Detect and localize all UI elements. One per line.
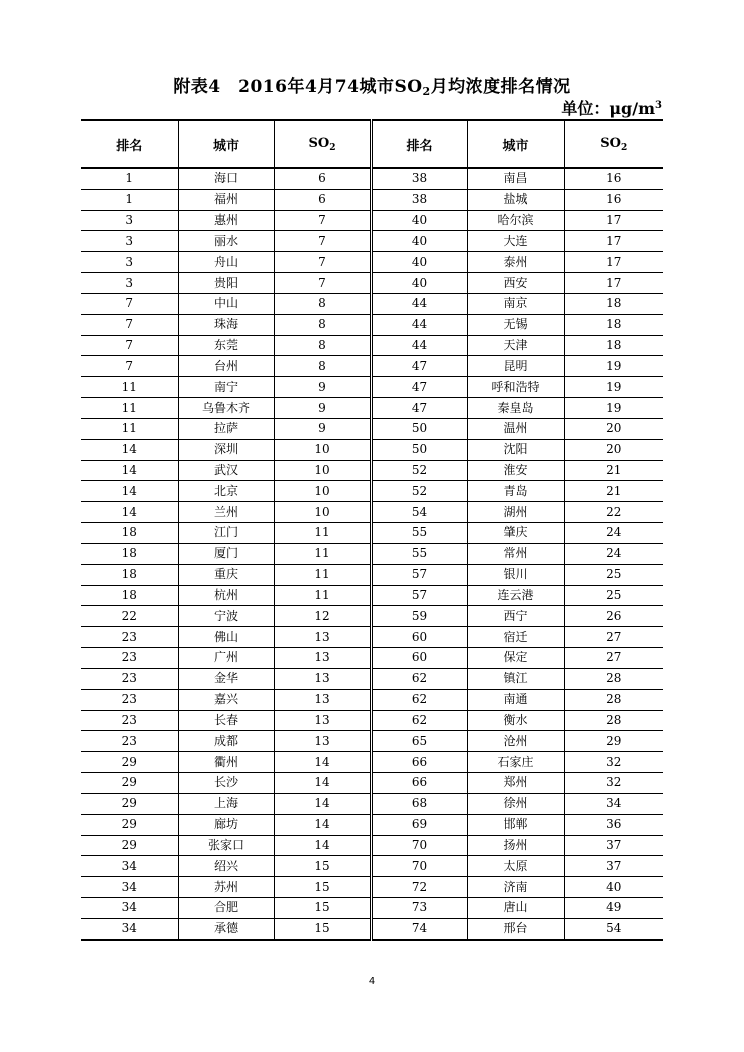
cell-city-right: 青岛: [467, 481, 564, 502]
cell-so2-right: 18: [564, 314, 663, 335]
table-row: [81, 168, 663, 189]
cell-city-right: 衡水: [467, 710, 564, 731]
cell-rank-right: 66: [371, 773, 467, 794]
cell-so2-right: 17: [564, 252, 663, 273]
cell-so2-right: 22: [564, 502, 663, 523]
cell-so2-left: 8: [274, 356, 371, 377]
cell-city-left: 中山: [178, 293, 274, 314]
cell-rank-left: 1: [81, 189, 178, 210]
cell-rank-right: 73: [371, 897, 467, 918]
cell-rank-right: 68: [371, 793, 467, 814]
cell-city-left: 长沙: [178, 773, 274, 794]
header-so2-base: SO: [600, 135, 621, 151]
cell-city-left: 舟山: [178, 252, 274, 273]
cell-so2-left: 9: [274, 418, 371, 439]
cell-city-left: 兰州: [178, 502, 274, 523]
unit-superscript: 3: [655, 100, 662, 111]
cell-city-left: 廊坊: [178, 814, 274, 835]
cell-rank-right: 40: [371, 273, 467, 294]
cell-so2-left: 7: [274, 273, 371, 294]
cell-rank-right: 38: [371, 168, 467, 189]
cell-rank-left: 23: [81, 648, 178, 669]
table-row: [81, 731, 663, 752]
cell-city-left: 惠州: [178, 210, 274, 231]
cell-so2-left: 13: [274, 731, 371, 752]
cell-rank-left: 14: [81, 460, 178, 481]
cell-so2-left: 15: [274, 877, 371, 898]
cell-rank-left: 11: [81, 418, 178, 439]
cell-so2-right: 20: [564, 418, 663, 439]
cell-so2-right: 16: [564, 189, 663, 210]
cell-so2-left: 10: [274, 481, 371, 502]
table-row: [81, 752, 663, 773]
cell-so2-left: 7: [274, 210, 371, 231]
cell-city-left: 苏州: [178, 877, 274, 898]
cell-city-right: 淮安: [467, 460, 564, 481]
cell-city-left: 贵阳: [178, 273, 274, 294]
cell-rank-left: 14: [81, 481, 178, 502]
cell-rank-left: 3: [81, 273, 178, 294]
cell-rank-left: 34: [81, 897, 178, 918]
cell-city-left: 乌鲁木齐: [178, 398, 274, 419]
cell-so2-right: 54: [564, 918, 663, 939]
table-row: [81, 710, 663, 731]
cell-city-right: 泰州: [467, 252, 564, 273]
cell-city-right: 秦皇岛: [467, 398, 564, 419]
cell-so2-right: 32: [564, 773, 663, 794]
cell-so2-left: 11: [274, 585, 371, 606]
cell-so2-left: 7: [274, 231, 371, 252]
cell-so2-right: 28: [564, 689, 663, 710]
cell-city-right: 天津: [467, 335, 564, 356]
cell-rank-right: 50: [371, 439, 467, 460]
cell-rank-left: 29: [81, 773, 178, 794]
cell-so2-right: 24: [564, 523, 663, 544]
cell-rank-right: 70: [371, 835, 467, 856]
cell-so2-left: 11: [274, 564, 371, 585]
cell-rank-left: 29: [81, 793, 178, 814]
table-row: [81, 398, 663, 419]
table-row: [81, 689, 663, 710]
cell-city-right: 南昌: [467, 168, 564, 189]
cell-city-right: 唐山: [467, 897, 564, 918]
cell-so2-left: 8: [274, 314, 371, 335]
header-rank-left: 排名: [81, 120, 178, 168]
cell-city-left: 台州: [178, 356, 274, 377]
table-row: [81, 918, 663, 939]
cell-so2-left: 6: [274, 168, 371, 189]
table-row: [81, 335, 663, 356]
cell-so2-right: 19: [564, 356, 663, 377]
title-main: 附表4 2016年4月74城市SO: [173, 77, 423, 97]
cell-city-right: 西宁: [467, 606, 564, 627]
cell-rank-left: 7: [81, 293, 178, 314]
cell-rank-left: 23: [81, 668, 178, 689]
cell-rank-right: 57: [371, 585, 467, 606]
cell-rank-right: 55: [371, 543, 467, 564]
cell-city-right: 济南: [467, 877, 564, 898]
cell-rank-left: 23: [81, 710, 178, 731]
cell-rank-left: 29: [81, 835, 178, 856]
cell-rank-right: 60: [371, 627, 467, 648]
table-row: [81, 210, 663, 231]
cell-city-right: 宿迁: [467, 627, 564, 648]
cell-rank-right: 52: [371, 460, 467, 481]
header-so2-left: [274, 120, 371, 168]
table-row: [81, 523, 663, 544]
cell-rank-right: 44: [371, 314, 467, 335]
cell-city-left: 珠海: [178, 314, 274, 335]
table-row: [81, 877, 663, 898]
cell-so2-right: 37: [564, 856, 663, 877]
cell-so2-left: 10: [274, 502, 371, 523]
cell-city-right: 昆明: [467, 356, 564, 377]
cell-city-left: 合肥: [178, 897, 274, 918]
cell-city-right: 肇庆: [467, 523, 564, 544]
cell-rank-right: 70: [371, 856, 467, 877]
cell-so2-right: 26: [564, 606, 663, 627]
cell-so2-left: 13: [274, 627, 371, 648]
cell-city-left: 金华: [178, 668, 274, 689]
table-row: [81, 293, 663, 314]
cell-so2-left: 14: [274, 752, 371, 773]
cell-rank-right: 47: [371, 377, 467, 398]
table-row: [81, 835, 663, 856]
cell-so2-right: 21: [564, 460, 663, 481]
cell-rank-left: 3: [81, 252, 178, 273]
table-row: [81, 314, 663, 335]
cell-so2-right: 40: [564, 877, 663, 898]
cell-so2-right: 34: [564, 793, 663, 814]
table-row: [81, 585, 663, 606]
cell-city-left: 嘉兴: [178, 689, 274, 710]
cell-rank-left: 14: [81, 502, 178, 523]
unit-label: [561, 96, 662, 119]
cell-city-right: 呼和浩特: [467, 377, 564, 398]
cell-so2-left: 13: [274, 689, 371, 710]
cell-so2-left: 15: [274, 918, 371, 939]
cell-rank-right: 74: [371, 918, 467, 939]
cell-so2-left: 10: [274, 439, 371, 460]
table-row: [81, 564, 663, 585]
cell-so2-right: 49: [564, 897, 663, 918]
cell-city-right: 无锡: [467, 314, 564, 335]
cell-city-right: 盐城: [467, 189, 564, 210]
cell-rank-right: 62: [371, 668, 467, 689]
title-tail: 月均浓度排名情况: [430, 77, 571, 97]
cell-city-right: 温州: [467, 418, 564, 439]
cell-city-left: 佛山: [178, 627, 274, 648]
cell-rank-left: 22: [81, 606, 178, 627]
cell-so2-right: 28: [564, 668, 663, 689]
cell-so2-left: 15: [274, 897, 371, 918]
cell-city-right: 沧州: [467, 731, 564, 752]
table-row: [81, 648, 663, 669]
cell-so2-right: 17: [564, 273, 663, 294]
cell-so2-right: 37: [564, 835, 663, 856]
cell-so2-left: 7: [274, 252, 371, 273]
cell-rank-left: 34: [81, 877, 178, 898]
table-row: [81, 460, 663, 481]
table-row: [81, 439, 663, 460]
cell-so2-right: 19: [564, 398, 663, 419]
cell-rank-left: 34: [81, 856, 178, 877]
cell-rank-right: 40: [371, 252, 467, 273]
cell-so2-left: 8: [274, 335, 371, 356]
cell-rank-right: 40: [371, 231, 467, 252]
cell-city-left: 衢州: [178, 752, 274, 773]
header-rank-right: 排名: [371, 120, 467, 168]
header-so2-right: [564, 120, 663, 168]
cell-so2-right: 18: [564, 293, 663, 314]
cell-city-left: 重庆: [178, 564, 274, 585]
table-row: [81, 418, 663, 439]
cell-rank-left: 18: [81, 564, 178, 585]
cell-so2-right: 17: [564, 231, 663, 252]
cell-so2-right: 32: [564, 752, 663, 773]
table-row: [81, 793, 663, 814]
cell-city-right: 沈阳: [467, 439, 564, 460]
cell-city-left: 丽水: [178, 231, 274, 252]
cell-city-right: 邢台: [467, 918, 564, 939]
cell-city-right: 银川: [467, 564, 564, 585]
cell-city-left: 东莞: [178, 335, 274, 356]
cell-rank-right: 72: [371, 877, 467, 898]
cell-rank-right: 50: [371, 418, 467, 439]
table-row: [81, 356, 663, 377]
header-row: [81, 120, 663, 168]
cell-so2-right: 36: [564, 814, 663, 835]
cell-so2-left: 9: [274, 377, 371, 398]
cell-rank-left: 34: [81, 918, 178, 939]
cell-rank-left: 23: [81, 689, 178, 710]
cell-city-right: 镇江: [467, 668, 564, 689]
cell-city-left: 厦门: [178, 543, 274, 564]
cell-rank-left: 18: [81, 585, 178, 606]
cell-city-right: 哈尔滨: [467, 210, 564, 231]
cell-city-right: 常州: [467, 543, 564, 564]
cell-rank-left: 7: [81, 335, 178, 356]
header-so2-base: SO: [308, 135, 330, 151]
header-city-left: 城市: [178, 120, 274, 168]
cell-rank-left: 11: [81, 377, 178, 398]
cell-rank-right: 69: [371, 814, 467, 835]
table-row: [81, 252, 663, 273]
cell-rank-right: 57: [371, 564, 467, 585]
cell-city-right: 石家庄: [467, 752, 564, 773]
cell-so2-left: 14: [274, 793, 371, 814]
cell-so2-right: 21: [564, 481, 663, 502]
table-row: [81, 189, 663, 210]
cell-rank-right: 65: [371, 731, 467, 752]
cell-city-left: 宁波: [178, 606, 274, 627]
cell-city-right: 扬州: [467, 835, 564, 856]
cell-rank-left: 1: [81, 168, 178, 189]
cell-rank-right: 66: [371, 752, 467, 773]
table-row: [81, 481, 663, 502]
cell-city-left: 福州: [178, 189, 274, 210]
cell-so2-right: 20: [564, 439, 663, 460]
cell-rank-right: 62: [371, 689, 467, 710]
cell-rank-right: 52: [371, 481, 467, 502]
page-number: 4: [368, 976, 376, 987]
cell-rank-left: 11: [81, 398, 178, 419]
cell-city-left: 江门: [178, 523, 274, 544]
table-row: [81, 377, 663, 398]
cell-city-right: 南通: [467, 689, 564, 710]
header-city-right: 城市: [467, 120, 564, 168]
cell-rank-right: 44: [371, 335, 467, 356]
table-row: [81, 668, 663, 689]
cell-so2-right: 27: [564, 627, 663, 648]
cell-so2-left: 11: [274, 543, 371, 564]
cell-city-right: 南京: [467, 293, 564, 314]
cell-city-left: 张家口: [178, 835, 274, 856]
cell-rank-left: 23: [81, 731, 178, 752]
table-row: [81, 814, 663, 835]
cell-city-left: 杭州: [178, 585, 274, 606]
cell-rank-right: 40: [371, 210, 467, 231]
cell-so2-left: 14: [274, 773, 371, 794]
cell-so2-left: 13: [274, 710, 371, 731]
cell-so2-left: 14: [274, 835, 371, 856]
unit-text: 单位：μg/m: [561, 99, 656, 118]
cell-rank-right: 44: [371, 293, 467, 314]
cell-rank-right: 54: [371, 502, 467, 523]
cell-rank-left: 23: [81, 627, 178, 648]
cell-so2-left: 14: [274, 814, 371, 835]
table-row: [81, 543, 663, 564]
table-row: [81, 231, 663, 252]
cell-rank-left: 29: [81, 752, 178, 773]
cell-city-left: 上海: [178, 793, 274, 814]
title-subscript: 2: [422, 85, 431, 98]
cell-rank-right: 47: [371, 398, 467, 419]
cell-city-right: 邯郸: [467, 814, 564, 835]
cell-so2-left: 12: [274, 606, 371, 627]
cell-city-right: 太原: [467, 856, 564, 877]
table-row: [81, 606, 663, 627]
cell-so2-left: 13: [274, 668, 371, 689]
header-so2-sub: 2: [620, 142, 628, 153]
cell-city-right: 湖州: [467, 502, 564, 523]
cell-rank-left: 7: [81, 356, 178, 377]
cell-city-left: 海口: [178, 168, 274, 189]
so2-ranking-table: [81, 119, 663, 941]
cell-so2-right: 17: [564, 210, 663, 231]
header-so2-sub: 2: [329, 142, 336, 153]
cell-rank-left: 18: [81, 523, 178, 544]
cell-so2-right: 29: [564, 731, 663, 752]
cell-rank-left: 3: [81, 210, 178, 231]
cell-so2-right: 25: [564, 585, 663, 606]
cell-city-left: 承德: [178, 918, 274, 939]
cell-rank-right: 60: [371, 648, 467, 669]
cell-city-left: 深圳: [178, 439, 274, 460]
table-title: [0, 72, 744, 98]
table-body: [81, 168, 663, 940]
cell-city-left: 广州: [178, 648, 274, 669]
cell-city-right: 郑州: [467, 773, 564, 794]
cell-so2-right: 28: [564, 710, 663, 731]
cell-so2-left: 9: [274, 398, 371, 419]
cell-so2-right: 25: [564, 564, 663, 585]
cell-so2-right: 16: [564, 168, 663, 189]
cell-rank-left: 7: [81, 314, 178, 335]
cell-city-left: 武汉: [178, 460, 274, 481]
cell-city-right: 徐州: [467, 793, 564, 814]
cell-rank-left: 3: [81, 231, 178, 252]
cell-so2-right: 18: [564, 335, 663, 356]
cell-rank-right: 62: [371, 710, 467, 731]
cell-city-left: 南宁: [178, 377, 274, 398]
cell-city-left: 绍兴: [178, 856, 274, 877]
cell-so2-right: 19: [564, 377, 663, 398]
cell-rank-right: 59: [371, 606, 467, 627]
cell-city-right: 保定: [467, 648, 564, 669]
cell-rank-right: 55: [371, 523, 467, 544]
cell-so2-left: 6: [274, 189, 371, 210]
cell-rank-right: 38: [371, 189, 467, 210]
cell-so2-left: 15: [274, 856, 371, 877]
table-row: [81, 897, 663, 918]
table-row: [81, 502, 663, 523]
table-row: [81, 773, 663, 794]
cell-rank-left: 14: [81, 439, 178, 460]
cell-so2-left: 13: [274, 648, 371, 669]
cell-rank-left: 29: [81, 814, 178, 835]
cell-city-left: 拉萨: [178, 418, 274, 439]
cell-so2-left: 11: [274, 523, 371, 544]
cell-rank-right: 47: [371, 356, 467, 377]
table-row: [81, 627, 663, 648]
cell-so2-left: 8: [274, 293, 371, 314]
cell-so2-left: 10: [274, 460, 371, 481]
cell-city-left: 北京: [178, 481, 274, 502]
cell-city-right: 连云港: [467, 585, 564, 606]
cell-city-right: 大连: [467, 231, 564, 252]
table-row: [81, 273, 663, 294]
table-row: [81, 856, 663, 877]
cell-so2-right: 24: [564, 543, 663, 564]
cell-so2-right: 27: [564, 648, 663, 669]
cell-city-right: 西安: [467, 273, 564, 294]
cell-city-left: 成都: [178, 731, 274, 752]
cell-rank-left: 18: [81, 543, 178, 564]
cell-city-left: 长春: [178, 710, 274, 731]
